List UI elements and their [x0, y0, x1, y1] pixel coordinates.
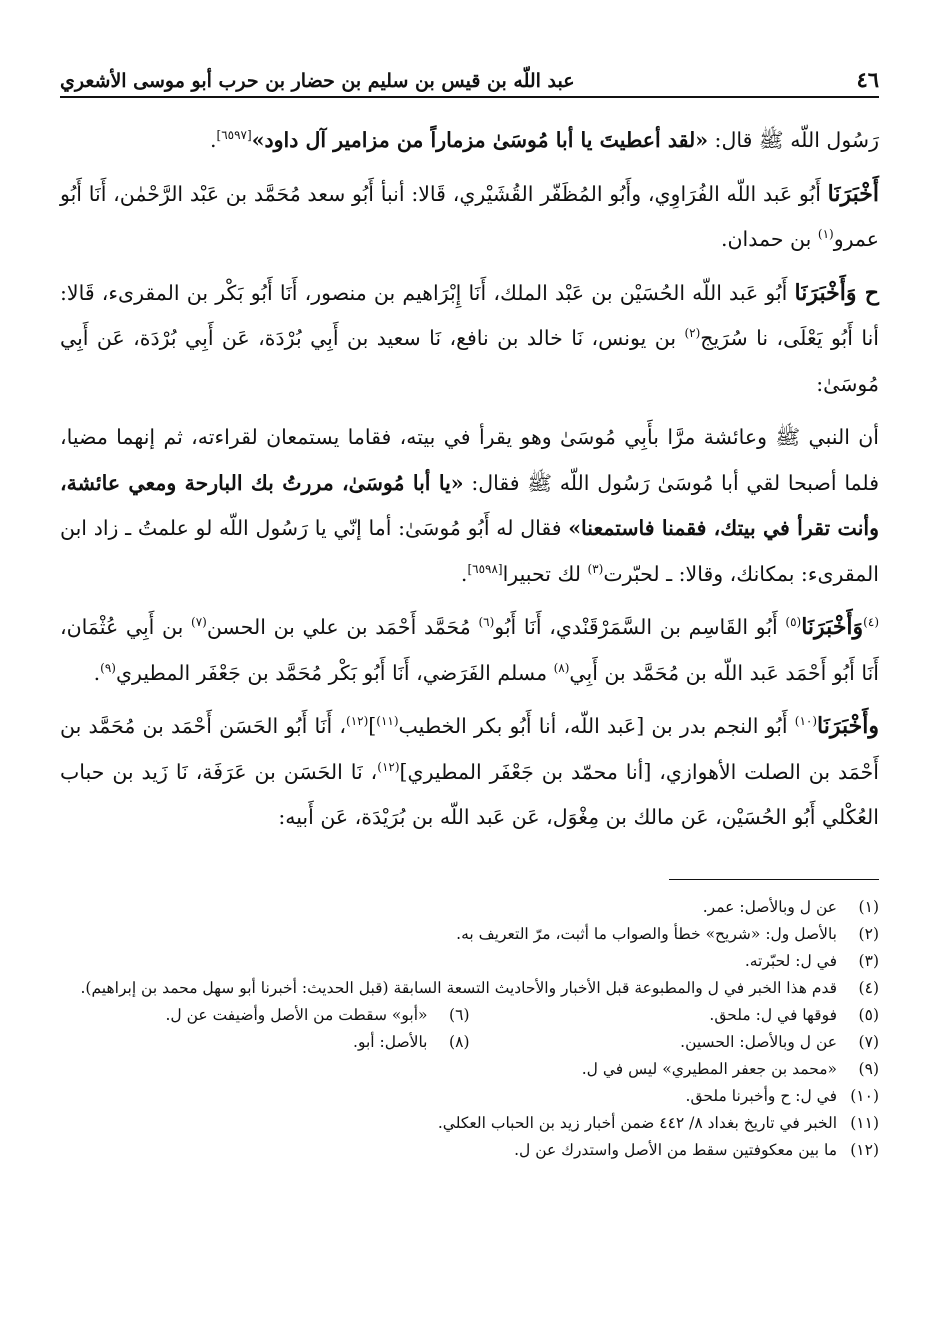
footnote-text: «أبو» سقطت من الأصل وأضيفت عن ل.: [165, 1005, 428, 1024]
footnote-number: (٩): [858, 1059, 879, 1078]
p2-text: أَبُو عَبد اللّه الفُرَاوِي، وأَبُو المُظَفّر القُشَيْري، قَالا: أنبأ أَبُو سعد مُحَمَّد بن عَبْد الرَّحْمٰن، أَنَا أَبُو عمرو: [60, 181, 879, 251]
p2-end: بن حمدان.: [720, 227, 818, 251]
p2-lead: أَخْبَرَنَا: [827, 180, 879, 207]
p4-text3: لك تحبيرا: [502, 561, 588, 586]
header-title: عبد اللّه بن قيس بن سليم بن حضار بن حرب أبو موسى الأشعري: [60, 70, 575, 92]
footnote-text: بالأصل: أبو.: [353, 1032, 428, 1051]
p6-fn11: (١١): [376, 714, 399, 729]
p6-text3: ، أَنَا أَبُو الحَسَن أَحْمَد بن مُحَمَّد بن أَحْمَد بن الصلت الأهوازي، [أنا محمّد بن جَعْفَر المطيري]: [60, 714, 880, 784]
running-header: [60, 62, 879, 98]
p1-end: .: [210, 128, 217, 152]
footnote-5: [470, 1002, 880, 1029]
footnote-2: [60, 921, 879, 948]
p5-text1: أَبُو القَاسِم بن السَّمَرْقَنْدي، أَنَا أَبُو: [494, 615, 786, 639]
paragraph-3: [60, 271, 879, 408]
p5-fn-pre: (٤): [863, 615, 879, 630]
footnote-text: فوقها في ل: ملحق.: [709, 1005, 837, 1024]
footnote-text: «محمد بن جعفر المطيري» ليس في ل.: [581, 1059, 837, 1078]
p3-fn: (٢): [684, 326, 701, 341]
p6-text2: ]: [368, 714, 377, 738]
footnote-number: (١١): [850, 1113, 879, 1132]
footnote-number: (١٠): [850, 1086, 879, 1105]
p5-text4: مسلم الفَرَضي، أَنَا أَبُو بَكْر مُحَمَّد بن جَعْفَر المطيري: [115, 660, 554, 685]
main-text: [60, 118, 879, 841]
footnote-3: [60, 948, 879, 975]
paragraph-5: [60, 605, 879, 696]
footnote-4: [60, 975, 879, 1002]
footnote-number: (٦): [449, 1005, 470, 1024]
p3-lead: ح وَأَخْبَرَنَا: [794, 279, 879, 306]
footnote-number: (٤): [858, 978, 879, 997]
p6-fn12a: (١٢): [346, 714, 369, 729]
footnote-separator: [669, 879, 879, 880]
footnote-number: (٣): [858, 951, 879, 970]
footnote-text: الخبر في تاريخ بغداد ٨/ ٤٤٢ ضمن أخبار زيد بن الحباب العكلي.: [437, 1113, 837, 1132]
footnote-text: عن ل وبالأصل: عمر.: [702, 897, 837, 916]
p6-fn10: (١٠): [794, 714, 818, 729]
footnote-text: بالأصل ول: «شريح» خطأ والصواب ما أثبت، مرّ التعريف به.: [456, 924, 837, 943]
page-number: ٤٦: [856, 67, 879, 92]
footnote-text: في ل: لحبّرته.: [744, 951, 837, 970]
footnote-number: (٥): [858, 1005, 879, 1024]
p4-text2: فقال له أَبُو مُوسَىٰ: أما إنّي يا رَسُول اللّه لو علمتُ ـ زاد ابن المقرىء: بمكانك، وقالا: ـ لحبّرت: [60, 516, 879, 586]
p3-end: بن يونس، نَا خالد بن نافع، نَا سعيد بن أَبِي بُرْدَة، عَن أَبِي بُرْدَة، عَن أَبِي مُوسَىٰ:: [60, 326, 879, 396]
p5-text3: بن أَبِي عُثْمَان، أَنَا أَبُو أَحْمَد عَبد اللّه بن مُحَمَّد بن أَبِي: [60, 615, 879, 685]
paragraph-6: [60, 704, 879, 841]
p5-fn7: (٧): [191, 615, 207, 630]
p4-text1: أن النبي ﷺ وعائشة مرَّا بأَبِي مُوسَىٰ وهو يقرأ في بيته، فقاما يستمعان لقراءته، ثم إنهما مضيا، فلما أصبحا لقي أبا مُوسَىٰ رَسُول اللّه ﷺ فقال:: [60, 425, 879, 495]
p5-lead: وَأَخْبَرَنَا: [801, 614, 864, 640]
footnote-7: [470, 1029, 880, 1056]
p5-text2: مُحَمَّد أَحْمَد بن علي بن الحسن: [206, 615, 479, 639]
p6-text4: ، نَا الحَسَن بن عَرَفَة، نَا زَيد بن حباب العُكْلي أَبُو الحُسَيْن، عَن مالك بن مِغْوَل، عَن عَبد اللّه بن بُرَيْدَة، عَن أَبيه:: [60, 759, 879, 829]
footnote-6: [60, 1002, 470, 1029]
p5-end: .: [93, 660, 101, 685]
p1-ref: [٦٥٩٧]: [216, 128, 252, 143]
p6-fn12b: (١٢): [377, 759, 400, 774]
p4-quote: «يا أبا مُوسَىٰ، مررتُ بك البارحة ومعي عائشة، وأنت تقرأ في بيتك، فقمنا فاستمعنا»: [60, 470, 879, 540]
p4-fn: (٣): [587, 561, 604, 576]
p5-fn-lead: (٥): [785, 615, 802, 630]
footnote-number: (٨): [449, 1032, 470, 1051]
p6-text1: أَبُو النجم بدر بن [عَبد اللّه، أنا أَبُو بكر الخطيب: [398, 714, 795, 738]
footnote-number: (١٢): [850, 1140, 879, 1159]
footnotes: [60, 894, 879, 1164]
paragraph-4: [60, 415, 879, 597]
footnote-text: ما بين معكوفتين سقط من الأصل واستدرك عن ل.: [514, 1140, 837, 1159]
p5-fn6: (٦): [478, 615, 495, 630]
footnote-number: (٢): [858, 924, 879, 943]
footnote-10: [60, 1083, 879, 1110]
p1-text: رَسُول اللّه ﷺ قال:: [708, 128, 879, 152]
paragraph-2: [60, 172, 879, 263]
footnote-text: عن ل وبالأصل: الحسين.: [680, 1032, 837, 1051]
p4-ref: [٦٥٩٨]: [467, 561, 503, 576]
footnote-12: [60, 1137, 879, 1164]
p1-quote: «لقد أعطيتَ يا أبا مُوسَىٰ مزماراً من مزامير آل داود»: [251, 128, 709, 152]
p5-fn8: (٨): [553, 660, 570, 675]
footnote-9: [60, 1056, 879, 1083]
footnote-number: (٧): [858, 1032, 879, 1051]
footnote-1: [60, 894, 879, 921]
footnote-number: (١): [858, 897, 879, 916]
footnote-pair-7-8: [60, 1029, 879, 1056]
p5-fn9: (٩): [100, 660, 116, 675]
footnote-pair-5-6: [60, 1002, 879, 1029]
p4-end: .: [460, 561, 468, 586]
footnote-text: في ل: ح وأخبرنا ملحق.: [685, 1086, 837, 1105]
p2-fn: (١): [817, 227, 834, 242]
p6-lead: وأَخْبَرَنَا: [817, 713, 879, 739]
paragraph-1: [60, 118, 879, 164]
p3-text: أَبُو عَبد اللّه الحُسَيْن بن عَبْد الملك، أَنَا إِبْرَاهيم بن منصور، أَنَا أَبُو بَكْر بن المقرىء، قَالا: أنا أَبُو يَعْلَى، نا سُرَيج: [60, 280, 879, 350]
footnote-8: [60, 1029, 470, 1056]
footnote-11: [60, 1110, 879, 1137]
footnote-text: قدم هذا الخبر في ل والمطبوعة قبل الأخبار والأحاديث التسعة السابقة (قبل الحديث: أخبرنا أبو سهل محمد بن إبراهيم).: [80, 978, 837, 997]
